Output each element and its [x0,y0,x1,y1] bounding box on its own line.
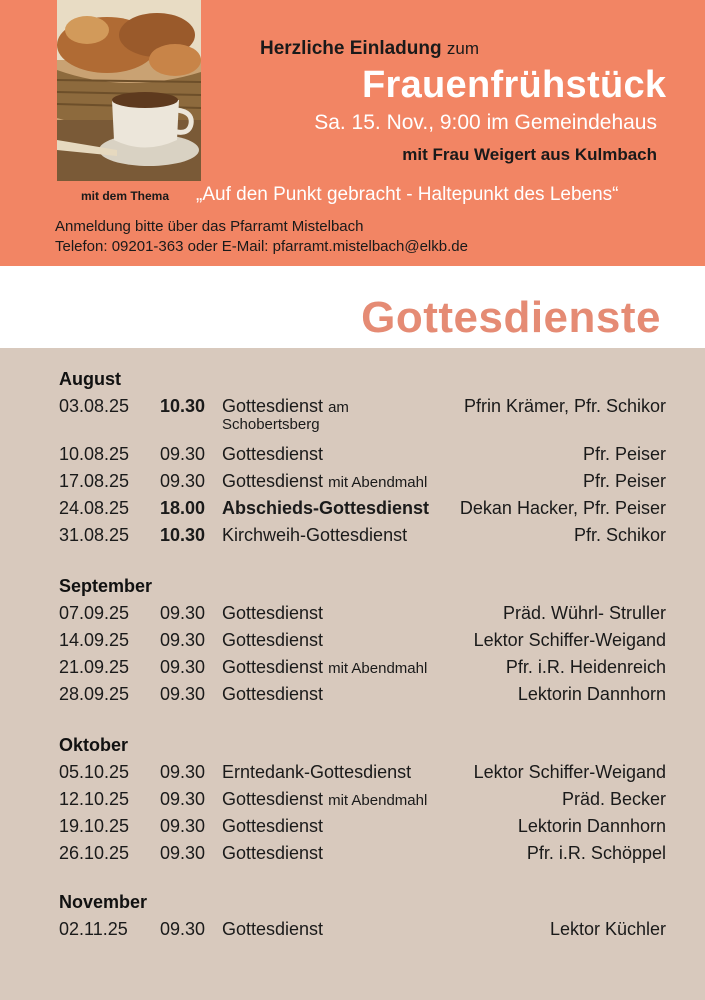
service-title-text: Gottesdienst [222,471,324,491]
service-time: 09.30 [160,471,206,491]
service-row [0,684,705,708]
service-title-text: Gottesdienst [222,444,324,464]
service-time: 10.30 [160,396,206,416]
service-title [222,684,323,705]
month-heading: September [59,576,153,596]
registration-line: Anmeldung bitte über das Pfarramt Mistelbach [55,218,364,235]
event-title: Frauenfrühstück [362,64,667,106]
service-leader: Präd. Wührl- Struller [502,603,666,623]
service-leader: Pfr. i.R. Heidenreich [505,657,666,677]
service-leader: Pfr. i.R. Schöppel [526,843,666,863]
service-row [0,471,705,495]
service-row [0,396,705,433]
service-row [0,525,705,549]
service-date: 31.08.25 [59,525,130,545]
service-time: 09.30 [160,843,206,863]
service-time: 09.30 [160,816,206,836]
service-row [0,657,705,681]
service-title [222,657,427,678]
service-date: 24.08.25 [59,498,130,518]
service-date: 03.08.25 [59,396,130,416]
service-time: 09.30 [160,789,206,809]
service-time: 09.30 [160,657,206,677]
service-row [0,816,705,840]
service-time: 09.30 [160,630,206,650]
theme-text: „Auf den Punkt gebracht - Haltepunkt des Lebens“ [196,184,619,205]
service-row [0,603,705,627]
service-time: 09.30 [160,603,206,623]
service-time: 09.30 [160,762,206,782]
service-leader: Lektorin Dannhorn [517,684,666,704]
service-leader: Lektorin Dannhorn [517,816,666,836]
theme-label: mit dem Thema [81,189,170,203]
service-title-text: Gottesdienst [222,816,324,836]
service-time: 10.30 [160,525,206,545]
event-guest: mit Frau Weigert aus Kulmbach [402,145,657,164]
service-title-suffix: mit Abendmahl [328,660,428,677]
service-title-suffix: mit Abendmahl [328,792,428,809]
service-date: 07.09.25 [59,603,130,623]
service-date: 10.08.25 [59,444,130,464]
service-date: 17.08.25 [59,471,130,491]
service-row [0,919,705,943]
month-heading: Oktober [59,735,129,755]
service-title [222,843,323,864]
service-title [222,471,427,492]
service-date: 19.10.25 [59,816,130,836]
service-leader: Lektor Schiffer-Weigand [473,630,666,650]
service-title [222,762,411,783]
invitation-banner [0,0,705,266]
service-title [222,444,323,465]
service-leader: Lektor Küchler [549,919,666,939]
service-row [0,630,705,654]
service-row [0,762,705,786]
service-title-text: Abschieds-Gottesdienst [222,498,430,518]
breakfast-photo [57,0,201,181]
service-title-suffix: am [328,399,349,416]
service-time: 09.30 [160,444,206,464]
service-leader: Pfr. Schikor [573,525,666,545]
service-time: 09.30 [160,684,206,704]
invitation-headline: Herzliche Einladung zum [260,38,479,59]
contact-line: Telefon: 09201-363 oder E-Mail: pfarramt.mistelbach@elkb.de [55,238,468,255]
service-title-text: Gottesdienst [222,603,324,623]
service-date: 02.11.25 [59,919,128,939]
service-location: Schobertsberg [222,416,320,433]
service-title-text: Gottesdienst [222,843,324,863]
event-date: Sa. 15. Nov., 9:00 im Gemeindehaus [314,111,657,134]
service-date: 26.10.25 [59,843,130,863]
service-row [0,444,705,468]
service-title [222,396,349,417]
service-time: 09.30 [160,919,206,939]
service-date: 28.09.25 [59,684,130,704]
service-title [222,498,429,519]
service-leader: Pfr. Peiser [582,471,666,491]
registration-info [55,217,468,257]
page-title: Gottesdienste [361,293,661,342]
service-leader: Pfrin Krämer, Pfr. Schikor [463,396,666,416]
month-heading: November [59,892,148,912]
service-date: 12.10.25 [59,789,130,809]
service-title [222,919,323,940]
service-title [222,525,407,546]
service-title-text: Gottesdienst [222,789,324,809]
service-leader: Lektor Schiffer-Weigand [473,762,666,782]
service-row [0,498,705,522]
service-date: 21.09.25 [59,657,130,677]
month-heading: August [59,369,121,389]
service-time: 18.00 [160,498,206,518]
service-leader: Präd. Becker [561,789,666,809]
service-title [222,816,323,837]
service-title [222,603,323,624]
service-date: 05.10.25 [59,762,130,782]
service-title-text: Gottesdienst [222,630,324,650]
service-title-suffix: mit Abendmahl [328,474,428,491]
service-leader: Dekan Hacker, Pfr. Peiser [459,498,666,518]
service-title [222,630,323,651]
service-row [0,843,705,867]
service-leader: Pfr. Peiser [582,444,666,464]
service-title-text: Gottesdienst [222,657,324,677]
service-title-text: Kirchweih-Gottesdienst [222,525,408,545]
service-title-text: Gottesdienst [222,919,324,939]
service-title-text: Gottesdienst [222,684,324,704]
service-title [222,789,427,810]
service-row [0,789,705,813]
service-title-text: Gottesdienst [222,396,324,416]
service-date: 14.09.25 [59,630,130,650]
service-title-text: Erntedank-Gottesdienst [222,762,412,782]
